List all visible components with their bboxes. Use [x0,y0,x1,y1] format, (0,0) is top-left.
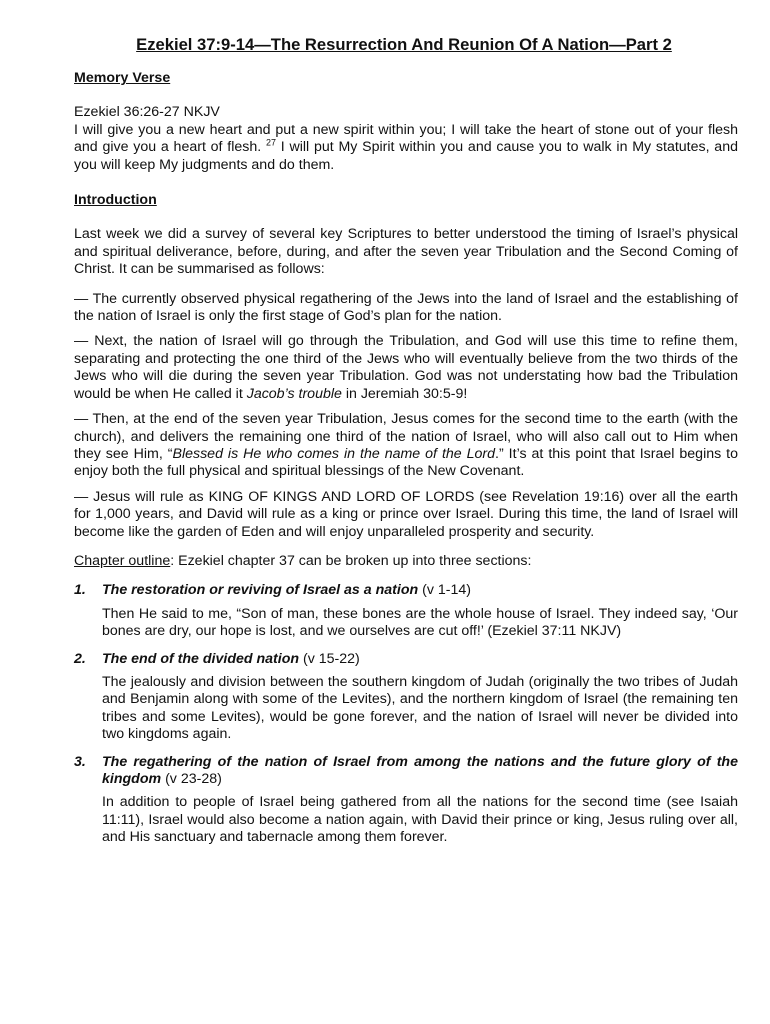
memory-verse-text [74,122,738,174]
chapter-outline-label: Chapter outline [74,552,171,569]
outline-item-number: 2. [74,650,86,667]
outline-item [74,651,738,744]
intro-point-3-italic: Blessed is He who comes in the name of the Lord [172,445,496,462]
intro-point-3 [74,411,738,481]
chapter-outline-text: : Ezekiel chapter 37 can be broken up into three sections: [170,552,532,569]
intro-point-2 [74,333,738,403]
introduction-paragraph: Last week we did a survey of several key Scriptures to better understood the timing of Israel’s physical and spiritual deliverance, before, during, and after the seven year Tribulation and the Second Coming of Christ. It can be summarised as follows: [74,226,738,278]
page-title: Ezekiel 37:9-14—The Resurrection And Reunion Of A Nation—Part 2 [136,35,672,54]
introduction-heading: Introduction [74,192,157,209]
outline-item-title: The regathering of the nation of Israel from among the nations and the future glory of the kingdom [102,753,738,787]
chapter-outline-line [74,553,738,570]
intro-point-4: — Jesus will rule as KING OF KINGS AND LORD OF LORDS (see Revelation 19:16) over all the earth for 1,000 years, and David will rule as a king or prince over Israel. During this time, the land of Israel will become like the garden of Eden and will enjoy unparalleled prosperity and security. [74,488,738,540]
outline-item-number: 1. [74,582,86,599]
intro-point-3-a: — Then, at the end of the seven year Tribulation, Jesus comes for the second time to the earth (with the church), and delivers the remaining one third of the nation of Israel, who will also call out to Him when they see Him, “ [74,411,738,462]
outline-item-heading [102,754,738,789]
outline-item-heading [102,651,738,668]
outline-item-ref: (v 23-28) [161,771,222,787]
memory-verse-reference: Ezekiel 36:26-27 NKJV [74,104,220,121]
outline-item-title: The restoration or reviving of Israel as a nation [102,582,419,599]
intro-point-2-b: in Jeremiah 30:5-9! [341,385,468,402]
memory-verse-heading: Memory Verse [74,70,171,86]
outline-item-title: The end of the divided nation [102,650,300,667]
outline-list [74,582,738,846]
outline-item-number: 3. [74,753,86,770]
memory-verse-text-b: I will put My Spirit within you and cause you to walk in My statutes, and you will keep My judgments and do them. [74,139,738,173]
intro-point-1: — The currently observed physical regathering of the Jews into the land of Israel and the establishing of the nation of Israel is only the first stage of God’s plan for the nation. [74,290,738,325]
outline-item-heading [102,582,738,599]
memory-verse-text-a: I will give you a new heart and put a new spirit within you; I will take the heart of stone out of your flesh and give you a heart of flesh. [74,121,738,156]
intro-point-2-italic: Jacob’s trouble [246,385,342,402]
outline-item-description: The jealously and division between the southern kingdom of Judah (originally the two tribes of Judah and Benjamin along with some of the Levites), and the northern kingdom of Israel (the remaining ten tribes and some Levites), would be gone forever, and the nation of Israel will never be divided into two kingdoms again. [102,673,738,743]
outline-item-ref: (v 15-22) [299,650,360,667]
outline-item-description: In addition to people of Israel being gathered from all the nations for the second time (see Isaiah 11:11), Israel would also become a nation again, with David their prince or king, Jesus ruling over all, and His sanctuary and tabernacle among them forever. [102,794,738,846]
verse-number: 27 [265,137,276,148]
outline-item-description: Then He said to me, “Son of man, these bones are the whole house of Israel. They indeed say, ‘Our bones are dry, our hope is lost, and we ourselves are cut off!’ (Ezekiel 37:11 NKJV) [102,605,738,640]
outline-item [74,754,738,847]
intro-point-3-b: .” It’s at this point that Israel begins to enjoy both the full physical and spiritual blessings of the New Covenant. [74,445,739,480]
intro-point-2-a: — Next, the nation of Israel will go through the Tribulation, and God will use this time to refine them, separating and protecting the one third of the Jews who will eventually believe from the two thirds of the Jews who will die during the seven year Tribulation. God was not understating how bad the Tribulation would be when He called it [74,333,738,402]
outline-item-ref: (v 1-14) [418,582,471,599]
outline-item [74,582,738,640]
